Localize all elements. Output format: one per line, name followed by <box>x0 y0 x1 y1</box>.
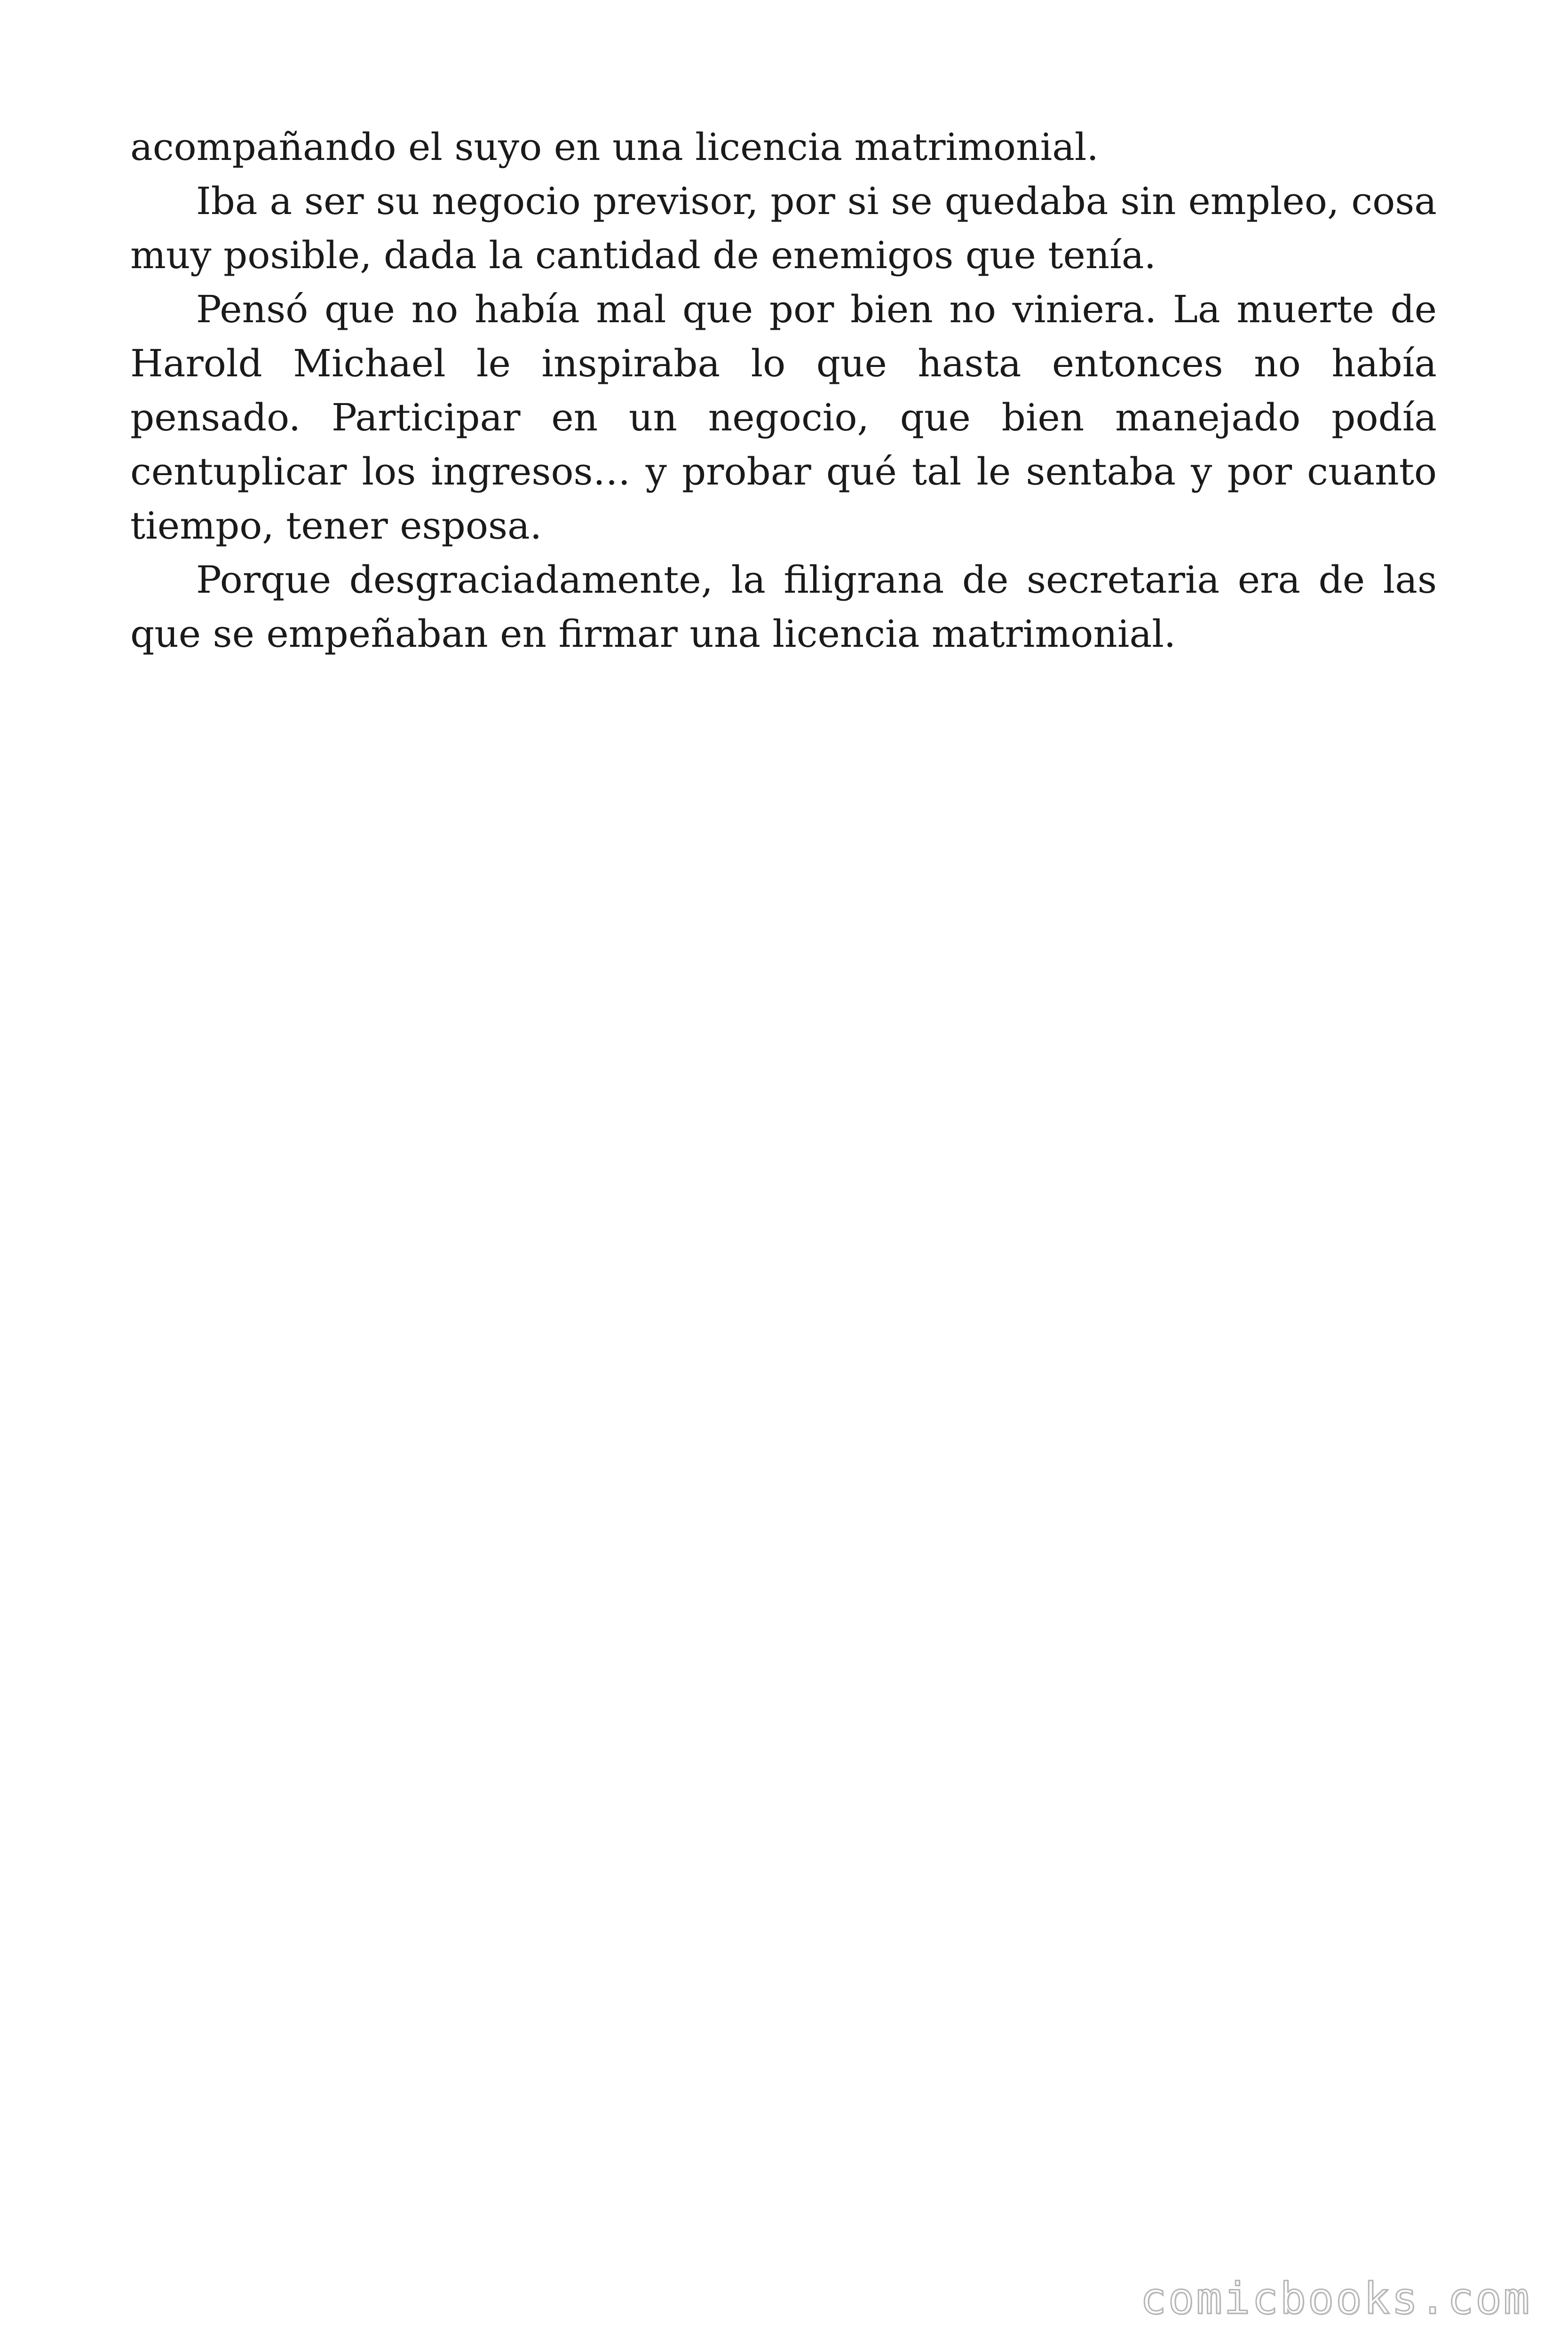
paragraph: Porque desgraciadamente, la filigrana de secretaria era de las que se empeñaban en firmar una licencia matrimonial. <box>130 558 1437 656</box>
paragraph: Pensó que no había mal que por bien no viniera. La muerte de Harold Michael le inspiraba lo que hasta entonces no había pensado. Participar en un negocio, que bien manejado podía centuplicar los ingresos… y probar qué tal le sentaba y por cuanto tiempo, tener esposa. <box>130 287 1437 548</box>
paragraph-continuation: acompañando el suyo en una licencia matrimonial. <box>130 125 1099 169</box>
watermark-logo: comicbooks.com <box>1140 2273 1531 2324</box>
paragraph: Iba a ser su negocio previsor, por si se quedaba sin empleo, cosa muy posible, dada la cantidad de enemigos que tenía. <box>130 179 1437 277</box>
body-text <box>130 120 1437 661</box>
